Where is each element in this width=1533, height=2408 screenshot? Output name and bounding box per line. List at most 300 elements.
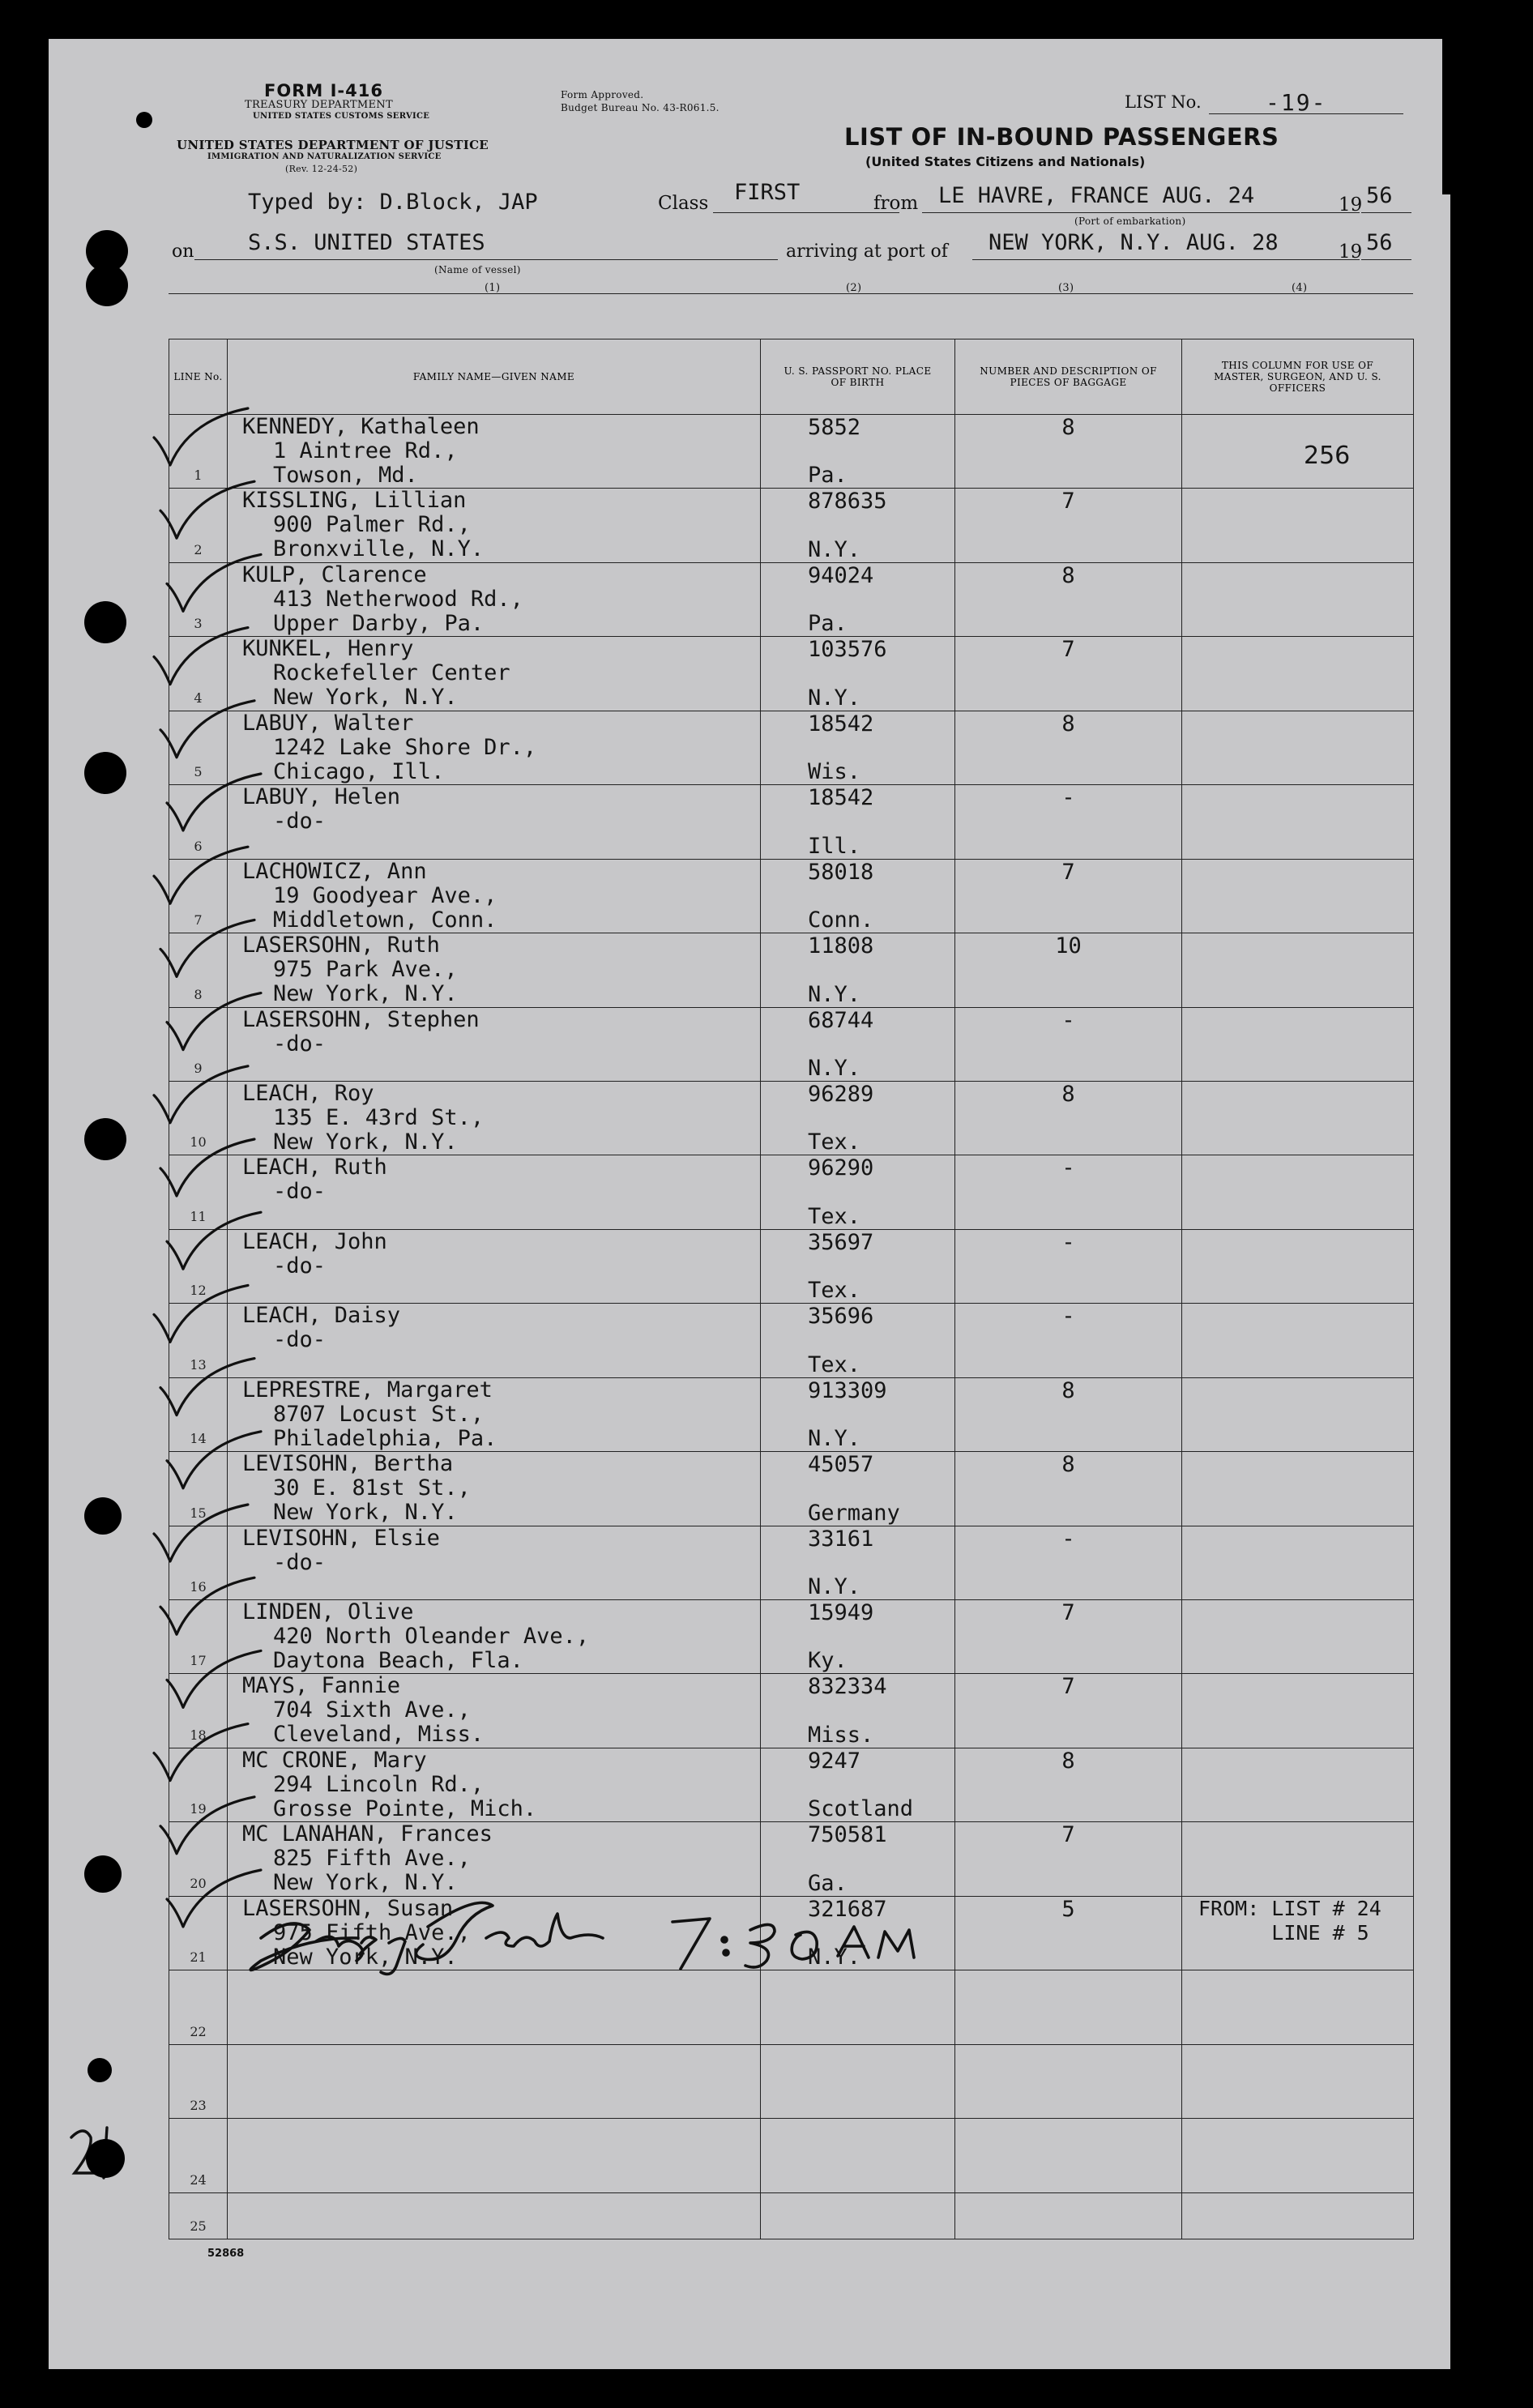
passport-number: 913309 (808, 1377, 887, 1403)
line-number-cell (169, 415, 228, 489)
officer-use-cell (1182, 489, 1414, 562)
passenger-name-cell (228, 1452, 761, 1526)
line-number: 23 (190, 2098, 207, 2114)
line-number-cell (169, 1081, 228, 1155)
officer-use-cell (1182, 2192, 1414, 2239)
passport-cell (761, 1970, 955, 2044)
margin-number (71, 2129, 72, 2130)
address-line-2 (242, 1279, 387, 1303)
baggage-cell (955, 1452, 1182, 1526)
address-line-2: New York, N.Y. (273, 1129, 458, 1155)
line-number-cell (169, 933, 228, 1007)
officer-use-cell (1182, 1377, 1414, 1451)
line-number: 13 (190, 1356, 207, 1373)
address-line-2: Bronxville, N.Y. (273, 536, 485, 562)
baggage-count: - (1061, 1007, 1075, 1033)
line-number-cell (169, 1452, 228, 1526)
line-number-cell (169, 785, 228, 859)
passenger-name (242, 2045, 273, 2069)
address-line-2 (242, 1352, 400, 1377)
passport-cell (761, 1229, 955, 1303)
officer-use-cell (1182, 2119, 1414, 2192)
passport-number: 45057 (808, 1452, 874, 1478)
passenger-name-cell (228, 1377, 761, 1451)
line-number-cell (169, 859, 228, 933)
punch-hole (84, 1497, 122, 1535)
place-of-birth: N.Y. (808, 685, 861, 711)
form-number: FORM I-416 (264, 81, 383, 100)
officer-use-cell (1182, 1600, 1414, 1674)
passport-cell (761, 1748, 955, 1821)
line-number: 25 (190, 2218, 207, 2234)
passport-number: 35696 (808, 1304, 874, 1330)
baggage-count: - (1061, 785, 1075, 811)
passenger-name-cell (228, 711, 761, 784)
line-number-cell (169, 637, 228, 711)
passport-cell (761, 2044, 955, 2118)
column-header-baggage: NUMBER AND DESCRIPTION OF PIECES OF BAGGAGE (955, 339, 1182, 415)
baggage-cell (955, 785, 1182, 859)
column-header-passport: U. S. PASSPORT NO. PLACE OF BIRTH (761, 339, 955, 415)
baggage-cell (955, 1748, 1182, 1821)
justice-line1: UNITED STATES DEPARTMENT OF JUSTICE (177, 138, 489, 152)
passenger-name: LEVISOHN, Bertha (242, 1451, 454, 1477)
address-line-2 (242, 834, 400, 858)
place-of-birth: Tex. (808, 1351, 861, 1377)
address-line-2: New York, N.Y. (273, 1500, 458, 1526)
passenger-name-cell (228, 1674, 761, 1748)
passport-cell (761, 1600, 955, 1674)
officer-use-cell (1182, 1526, 1414, 1599)
passenger-name: LEPRESTRE, Margaret (242, 1377, 493, 1403)
line-number: 17 (190, 1653, 207, 1669)
baggage-cell (955, 489, 1182, 562)
passport-number: 9247 (808, 1748, 861, 1774)
baggage-cell (955, 1007, 1182, 1081)
passenger-name (242, 2119, 273, 2143)
place-of-birth: N.Y. (808, 1574, 861, 1599)
passport-cell (761, 1452, 955, 1526)
address-line-2: New York, N.Y. (273, 1944, 458, 1970)
baggage-cell (955, 1674, 1182, 1748)
baggage-count: - (1061, 1304, 1075, 1330)
address-line-2 (242, 1057, 480, 1081)
dept-line2: UNITED STATES CUSTOMS SERVICE (253, 112, 430, 121)
baggage-count: 8 (1061, 1452, 1075, 1478)
place-of-birth: N.Y. (808, 1426, 861, 1452)
place-of-birth: Miss. (808, 1722, 874, 1748)
passport-number: 15949 (808, 1600, 874, 1625)
passport-cell (761, 711, 955, 784)
passport-cell (761, 1155, 955, 1229)
passenger-name-cell (228, 2192, 761, 2239)
officer-use-cell (1182, 933, 1414, 1007)
passport-number: 96289 (808, 1081, 874, 1107)
justice-line3: (Rev. 12-24-52) (285, 164, 358, 174)
passenger-name-cell (228, 415, 761, 489)
passport-number: 832334 (808, 1674, 887, 1700)
baggage-count: 10 (1055, 933, 1082, 959)
line-number-cell (169, 1748, 228, 1821)
address-line-1: -do- (273, 1179, 327, 1205)
passport-number: 18542 (808, 785, 874, 811)
officer-use-cell (1182, 415, 1414, 489)
baggage-count: 7 (1061, 1674, 1075, 1700)
officer-use-cell (1182, 562, 1414, 636)
place-of-birth: Ky. (808, 1648, 848, 1674)
officer-use-cell (1182, 1970, 1414, 2044)
address-line-1: Rockefeller Center (273, 660, 510, 686)
punch-hole (84, 1118, 126, 1160)
address-line-2: Middletown, Conn. (273, 907, 497, 933)
passport-number: 58018 (808, 859, 874, 885)
address-line-1: 825 Fifth Ave., (273, 1846, 471, 1872)
passenger-name: KULP, Clarence (242, 561, 427, 587)
baggage-cell (955, 1155, 1182, 1229)
officer-use-cell (1182, 711, 1414, 784)
baggage-count: 5 (1061, 1896, 1075, 1922)
passenger-name: LASERSOHN, Susan (242, 1895, 454, 1921)
baggage-count: 8 (1061, 711, 1075, 736)
table-row (169, 1526, 1414, 1599)
vessel-caption: (Name of vessel) (434, 264, 521, 275)
address-line-2: New York, N.Y. (273, 981, 458, 1007)
baggage-cell (955, 2192, 1182, 2239)
passport-cell (761, 489, 955, 562)
list-no-value: -19- (1266, 89, 1327, 116)
passport-cell (761, 1081, 955, 1155)
officer-note: 256 (1304, 442, 1351, 470)
passenger-name: LEACH, Daisy (242, 1303, 401, 1329)
line-number-cell (169, 1674, 228, 1748)
address-line-2 (242, 2242, 273, 2266)
address-line-2: Towson, Md. (273, 463, 418, 488)
place-of-birth: Pa. (808, 611, 848, 637)
address-line-2: New York, N.Y. (273, 1870, 458, 1896)
line-number: 19 (190, 1801, 207, 1817)
passenger-name: KISSLING, Lillian (242, 488, 467, 514)
line-number-cell (169, 1526, 228, 1599)
passport-cell (761, 1377, 955, 1451)
baggage-cell (955, 711, 1182, 784)
arrive-year: 56 (1366, 230, 1393, 255)
address-line-1: 30 E. 81st St., (273, 1475, 471, 1501)
address-line-1: 135 E. 43rd St., (273, 1104, 485, 1130)
passenger-name-cell (228, 2119, 761, 2192)
column-number-3: (3) (1058, 282, 1074, 294)
column-header-name: FAMILY NAME—GIVEN NAME (228, 339, 761, 415)
passport-number: 5852 (808, 415, 861, 440)
line-number-cell (169, 1304, 228, 1377)
passport-number: 321687 (808, 1896, 887, 1922)
passenger-name: KENNEDY, Kathaleen (242, 414, 480, 439)
address-line-1: 704 Sixth Ave., (273, 1697, 471, 1723)
passport-number: 33161 (808, 1526, 874, 1552)
table-row (169, 2119, 1414, 2192)
line-number: 21 (190, 1949, 207, 1966)
punch-hole (84, 601, 126, 643)
address-line-2: Grosse Pointe, Mich. (273, 1795, 537, 1821)
table-row (169, 1674, 1414, 1748)
baggage-cell (955, 1822, 1182, 1896)
page-subtitle: (United States Citizens and Nationals) (865, 154, 1146, 169)
edge-notch (1442, 32, 1468, 194)
passport-cell (761, 1896, 955, 1970)
arrive-year-prefix: 19 (1339, 241, 1363, 263)
arriving-value: NEW YORK, N.Y. AUG. 28 (989, 230, 1279, 255)
form-approved: Form Approved. (561, 89, 644, 100)
address-line-2: Cleveland, Miss. (273, 1722, 485, 1748)
column-number-1: (1) (485, 282, 501, 294)
table-row (169, 415, 1414, 489)
officer-use-cell (1182, 637, 1414, 711)
passenger-name-cell (228, 562, 761, 636)
officer-use-cell (1182, 785, 1414, 859)
from-year-prefix: 19 (1339, 194, 1363, 216)
baggage-cell (955, 1526, 1182, 1599)
line-number: 5 (194, 764, 203, 780)
table-row (169, 785, 1414, 859)
baggage-count: - (1061, 1229, 1075, 1255)
baggage-cell (955, 1896, 1182, 1970)
place-of-birth: N.Y. (808, 536, 861, 562)
address-line-2: Philadelphia, Pa. (273, 1425, 497, 1451)
line-number-cell (169, 711, 228, 784)
typed-by: Typed by: D.Block, JAP (248, 190, 538, 215)
table-row (169, 1748, 1414, 1821)
place-of-birth: N.Y. (808, 1055, 861, 1081)
place-of-birth: Ga. (808, 1870, 848, 1896)
officer-use-cell (1182, 1452, 1414, 1526)
place-of-birth: Tex. (808, 1129, 861, 1155)
line-number-cell (169, 562, 228, 636)
address-line-1: 900 Palmer Rd., (273, 512, 471, 538)
address-line-1: -do- (273, 1327, 327, 1353)
table-row (169, 859, 1414, 933)
table-row (169, 933, 1414, 1007)
passenger-name-cell (228, 637, 761, 711)
table-row (169, 2192, 1414, 2239)
passport-cell (761, 637, 955, 711)
passenger-name-cell (228, 1526, 761, 1599)
place-of-birth: Conn. (808, 907, 874, 933)
table-row (169, 1007, 1414, 1081)
address-line-1 (242, 1995, 273, 2019)
table-row (169, 1822, 1414, 1896)
passenger-name-cell (228, 1007, 761, 1081)
address-line-1: 1 Aintree Rd., (273, 438, 458, 463)
passport-cell (761, 1304, 955, 1377)
baggage-count: 7 (1061, 1822, 1075, 1848)
punch-hole (84, 1855, 122, 1893)
line-number: 24 (190, 2171, 207, 2188)
passenger-name: MC LANAHAN, Frances (242, 1821, 493, 1847)
address-line-1: 420 North Oleander Ave., (273, 1624, 590, 1649)
table-row (169, 1452, 1414, 1526)
line-number-cell (169, 1229, 228, 1303)
table-header-row (169, 339, 1414, 415)
passport-number: 103576 (808, 637, 887, 663)
baggage-cell (955, 2119, 1182, 2192)
passport-cell (761, 1822, 955, 1896)
officer-use-cell (1182, 1081, 1414, 1155)
line-number: 8 (194, 986, 203, 1002)
line-number-cell (169, 1896, 228, 1970)
passenger-name: LINDEN, Olive (242, 1599, 414, 1625)
baggage-count: 7 (1061, 637, 1075, 663)
on-label: on (172, 241, 194, 262)
passport-cell (761, 1674, 955, 1748)
baggage-count: 7 (1061, 859, 1075, 885)
passenger-name: LASERSOHN, Ruth (242, 933, 440, 959)
passenger-name-cell (228, 1081, 761, 1155)
baggage-count: 8 (1061, 562, 1075, 588)
passenger-name: LEACH, Roy (242, 1080, 374, 1106)
passenger-name-cell (228, 785, 761, 859)
address-line-2 (242, 2094, 273, 2118)
column-number-4: (4) (1292, 282, 1308, 294)
passport-cell (761, 415, 955, 489)
passport-number: 750581 (808, 1822, 887, 1848)
passport-number: 96290 (808, 1155, 874, 1181)
line-number: 14 (190, 1431, 207, 1447)
baggage-cell (955, 1081, 1182, 1155)
passenger-name: MAYS, Fannie (242, 1673, 401, 1699)
table-row (169, 2044, 1414, 2118)
officer-use-cell (1182, 1674, 1414, 1748)
passenger-name (242, 1970, 273, 1995)
table-row (169, 1600, 1414, 1674)
passenger-name-cell (228, 859, 761, 933)
line-number: 18 (190, 1727, 207, 1743)
passenger-name (242, 2193, 273, 2218)
officer-note: FROM: LIST # 24 LINE # 5 (1198, 1896, 1381, 1945)
line-number-cell (169, 1600, 228, 1674)
line-number-cell (169, 1822, 228, 1896)
line-number: 12 (190, 1283, 207, 1299)
line-number-cell (169, 489, 228, 562)
passenger-name-cell (228, 1970, 761, 2044)
table-row (169, 1377, 1414, 1451)
passport-cell (761, 859, 955, 933)
passport-cell (761, 933, 955, 1007)
passenger-name-cell (228, 1155, 761, 1229)
passenger-name-cell (228, 489, 761, 562)
passport-cell (761, 2119, 955, 2192)
table-row (169, 1970, 1414, 2044)
baggage-cell (955, 859, 1182, 933)
baggage-cell (955, 1229, 1182, 1303)
table-row (169, 1081, 1414, 1155)
place-of-birth: Pa. (808, 463, 848, 489)
line-number: 4 (194, 690, 203, 706)
passenger-name: LACHOWICZ, Ann (242, 858, 427, 884)
justice-line2: IMMIGRATION AND NATURALIZATION SERVICE (207, 152, 442, 161)
baggage-cell (955, 415, 1182, 489)
line-number-cell (169, 1155, 228, 1229)
passenger-name-cell (228, 1229, 761, 1303)
column-header-officers: THIS COLUMN FOR USE OF MASTER, SURGEON, AND U. S. OFFICERS (1182, 339, 1414, 415)
line-number-cell (169, 2119, 228, 2192)
printer-code: 52868 (207, 2248, 245, 2260)
passenger-name-cell (228, 1748, 761, 1821)
from-value: LE HAVRE, FRANCE AUG. 24 (938, 183, 1255, 208)
baggage-cell (955, 562, 1182, 636)
baggage-count: - (1061, 1155, 1075, 1181)
baggage-cell (955, 637, 1182, 711)
address-line-2 (242, 1575, 440, 1599)
officer-use-cell (1182, 1155, 1414, 1229)
passenger-name: MC CRONE, Mary (242, 1747, 427, 1773)
passport-cell (761, 2192, 955, 2239)
page-title: LIST OF IN-BOUND PASSENGERS (844, 123, 1279, 151)
baggage-count: 7 (1061, 1600, 1075, 1625)
address-line-1 (242, 2143, 273, 2167)
address-line-1: 975 Park Ave., (273, 957, 458, 983)
address-line-1: 8707 Locust St., (273, 1401, 485, 1427)
baggage-count: 8 (1061, 415, 1075, 440)
address-line-1 (242, 2218, 273, 2242)
line-number: 20 (190, 1875, 207, 1891)
line-number-cell (169, 1007, 228, 1081)
from-year: 56 (1366, 183, 1393, 208)
line-number-cell (169, 2192, 228, 2239)
baggage-count: 8 (1061, 1081, 1075, 1107)
punch-hole (86, 264, 128, 306)
officer-use-cell (1182, 1304, 1414, 1377)
baggage-count: 7 (1061, 489, 1075, 514)
signature-text (261, 1902, 266, 1903)
baggage-cell (955, 933, 1182, 1007)
line-number: 6 (194, 838, 203, 854)
class-label: Class (658, 193, 709, 214)
address-line-1: 19 Goodyear Ave., (273, 882, 497, 908)
line-number: 15 (190, 1505, 207, 1521)
place-of-birth: Tex. (808, 1278, 861, 1304)
passenger-name: LEVISOHN, Elsie (242, 1525, 440, 1551)
passport-cell (761, 1007, 955, 1081)
place-of-birth: Wis. (808, 759, 861, 785)
passenger-manifest-page (49, 39, 1450, 2369)
punch-hole (86, 2139, 125, 2178)
baggage-cell (955, 2044, 1182, 2118)
line-number: 2 (194, 541, 203, 557)
line-number: 16 (190, 1579, 207, 1595)
table-row (169, 1155, 1414, 1229)
signature-time (673, 1902, 676, 1903)
line-number: 11 (190, 1208, 207, 1224)
officer-use-cell (1182, 1748, 1414, 1821)
passport-cell (761, 785, 955, 859)
passport-number: 68744 (808, 1007, 874, 1033)
passenger-name-cell (228, 1600, 761, 1674)
passenger-name-cell (228, 2044, 761, 2118)
passenger-name-cell (228, 1896, 761, 1970)
address-line-1: 1242 Lake Shore Dr., (273, 734, 537, 760)
punch-hole (84, 752, 126, 794)
place-of-birth: Scotland (808, 1796, 914, 1822)
passenger-name-cell (228, 1304, 761, 1377)
line-number: 7 (194, 912, 203, 929)
passenger-name: LABUY, Walter (242, 710, 414, 736)
passport-cell (761, 562, 955, 636)
address-line-2: New York, N.Y. (273, 685, 458, 711)
address-line-1 (242, 2069, 273, 2094)
address-line-1: 294 Lincoln Rd., (273, 1771, 485, 1797)
officer-use-cell (1182, 1896, 1414, 1970)
baggage-cell (955, 1377, 1182, 1451)
officer-use-cell (1182, 1822, 1414, 1896)
